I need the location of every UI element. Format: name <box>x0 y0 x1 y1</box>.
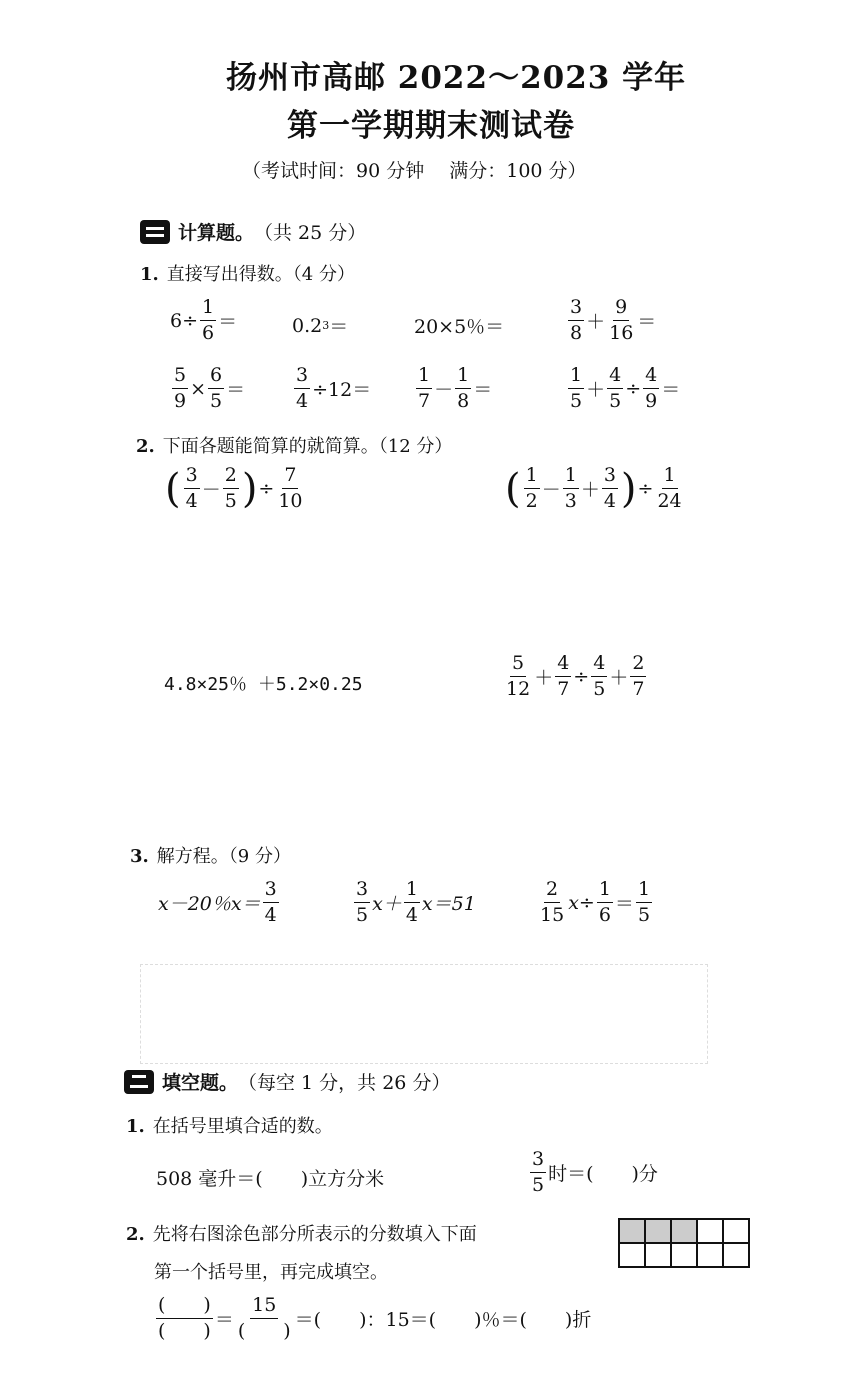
expr-text: x＋ <box>372 893 402 915</box>
numerator: 9 <box>613 298 629 321</box>
numerator: 5 <box>172 366 188 389</box>
grid-cell <box>697 1219 723 1243</box>
grid-cell <box>619 1219 645 1243</box>
equation-3 <box>536 880 654 925</box>
question-text: 下面各题能简算的就简算。（12 分） <box>162 436 453 457</box>
fraction <box>655 466 683 511</box>
fraction <box>184 466 200 511</box>
denominator: 5 <box>637 904 651 926</box>
fill-blank-1b <box>528 1150 658 1195</box>
numerator: 7 <box>282 466 298 489</box>
fraction <box>276 466 304 511</box>
section1-score: （共 25 分） <box>254 222 367 244</box>
expr-text: ＝ <box>661 379 681 401</box>
numerator: 3 <box>602 466 618 489</box>
question-2-2-line2: 第一个括号里，再完成填空。 <box>154 1262 388 1283</box>
fraction <box>404 880 420 925</box>
numerator: 1 <box>662 466 678 489</box>
numerator: 6 <box>208 366 224 389</box>
expr-text: ＝ <box>218 311 238 333</box>
fraction <box>416 366 432 411</box>
denominator: 5 <box>593 678 606 700</box>
denominator: 4 <box>603 490 616 512</box>
numerator: 3 <box>263 880 279 903</box>
operator: ＋ <box>609 667 629 689</box>
expr-text: x＝51 <box>421 893 476 915</box>
fraction <box>294 366 310 411</box>
operator: ＋ <box>534 667 554 689</box>
exam-title-line1: 扬州市高邮 2022～2023 学年 <box>226 60 687 96</box>
fraction <box>263 880 279 925</box>
expr-text: 0.2 <box>292 314 323 337</box>
denominator: 16 <box>609 322 634 344</box>
numerator: 1 <box>455 366 471 389</box>
section2-heading <box>124 1068 450 1095</box>
numerator: 3 <box>354 880 370 903</box>
operator: ＝ <box>214 1309 234 1331</box>
operator: ÷ <box>258 477 275 500</box>
numerator: 1 <box>568 366 584 389</box>
fraction <box>555 654 571 699</box>
numerator: 4 <box>555 654 571 677</box>
fraction <box>607 298 635 343</box>
calc-2a <box>170 366 245 411</box>
grid-cell <box>697 1243 723 1267</box>
numerator: 1 <box>563 466 579 489</box>
denominator: 5 <box>210 390 223 412</box>
numerator: 2 <box>544 880 560 903</box>
numerator: 1 <box>404 880 420 903</box>
denominator-blank[interactable]: ( ) <box>158 1320 211 1342</box>
expr-text: ＝ <box>473 379 493 401</box>
left-paren: ( <box>505 465 521 512</box>
denominator: 4 <box>405 904 418 926</box>
question-text: 在括号里填合适的数。 <box>152 1116 333 1137</box>
fraction <box>538 880 566 925</box>
fraction <box>591 654 607 699</box>
denominator: 7 <box>557 678 570 700</box>
simplify-expr-2 <box>504 466 686 511</box>
numerator: 3 <box>184 466 200 489</box>
denominator-blank[interactable]: ( ) <box>237 1320 291 1342</box>
denominator: 4 <box>264 904 277 926</box>
section-one-icon <box>140 220 170 244</box>
section-two-icon <box>124 1070 154 1094</box>
question-text-line1: 先将右图涂色部分所表示的分数填入下面 <box>152 1224 477 1245</box>
shaded-grid-figure <box>618 1218 750 1268</box>
simplify-expr-1 <box>164 466 307 511</box>
fraction <box>504 654 532 699</box>
operator: － <box>541 479 561 501</box>
grid-cell <box>619 1243 645 1267</box>
expr-text: ＝ <box>637 311 657 333</box>
fill-blank-1a: 508 毫升＝( )立方分米 <box>156 1168 385 1190</box>
numerator: 1 <box>416 366 432 389</box>
numerator: 1 <box>597 880 613 903</box>
fraction <box>568 366 584 411</box>
fraction <box>223 466 239 511</box>
simplify-expr-3: 4.8×25％ ＋5.2×0.25 <box>164 674 363 695</box>
operator: － <box>201 479 221 501</box>
grid-cell <box>645 1219 671 1243</box>
grid-cell <box>645 1243 671 1267</box>
exponent: 3 <box>322 319 330 332</box>
denominator: 8 <box>457 390 470 412</box>
question-text: 直接写出得数。（4 分） <box>166 264 355 285</box>
denominator: 4 <box>185 490 198 512</box>
expr-text: ÷12＝ <box>312 379 372 401</box>
numerator: 3 <box>294 366 310 389</box>
grid-cell <box>723 1219 749 1243</box>
denominator: 5 <box>356 904 369 926</box>
expr-text: x÷ <box>568 891 595 914</box>
numerator: 1 <box>200 298 216 321</box>
denominator: 5 <box>609 390 622 412</box>
fraction <box>455 366 471 411</box>
numerator: 1 <box>636 880 652 903</box>
fraction <box>568 298 584 343</box>
expr-text: 时＝( )分 <box>548 1163 658 1185</box>
numerator: 4 <box>643 366 659 389</box>
calc-2d <box>566 366 680 411</box>
exam-title-line2: 第一学期期末测试卷 <box>287 108 575 144</box>
fraction <box>630 654 646 699</box>
numerator: 5 <box>510 654 526 677</box>
fraction <box>156 1296 213 1341</box>
calc-1b <box>292 312 348 339</box>
section1-heading <box>140 218 366 245</box>
operator: ＋ <box>586 311 606 333</box>
fraction <box>607 366 623 411</box>
question-1-2 <box>136 432 452 458</box>
calc-1a <box>170 298 237 343</box>
right-paren: ) <box>241 465 258 512</box>
fraction <box>200 298 216 343</box>
expr-text: x－20％x＝ <box>158 893 261 915</box>
calc-2b <box>292 366 371 411</box>
denominator: 12 <box>506 678 531 700</box>
denominator: 5 <box>570 390 583 412</box>
numerator: 1 <box>524 466 540 489</box>
fraction <box>236 1296 293 1341</box>
denominator: 6 <box>202 322 215 344</box>
fraction <box>208 366 224 411</box>
fraction <box>354 880 370 925</box>
question-text: 解方程。（9 分） <box>156 846 291 867</box>
fraction <box>172 366 188 411</box>
expr-text: ＝ <box>329 316 349 338</box>
section2-title: 填空题。 <box>162 1072 239 1094</box>
denominator: 5 <box>224 490 237 512</box>
fraction <box>602 466 618 511</box>
question-1-3 <box>130 842 291 868</box>
calc-2c <box>414 366 492 411</box>
expr-text: ＝( )：15＝( )％＝( )折 <box>294 1309 592 1331</box>
fraction <box>597 880 613 925</box>
numerator: 2 <box>630 654 646 677</box>
operator: × <box>190 377 207 400</box>
operator: ＋ <box>580 479 600 501</box>
fill-blank-2-chain <box>154 1296 591 1341</box>
grid-cell <box>723 1243 749 1267</box>
denominator: 15 <box>540 904 565 926</box>
question-number: 1. <box>126 1116 145 1137</box>
denominator: 3 <box>564 490 577 512</box>
question-number: 3. <box>130 846 149 867</box>
expr-text: ＝ <box>226 379 246 401</box>
question-number: 2. <box>136 436 155 457</box>
denominator: 7 <box>418 390 431 412</box>
numerator-blank[interactable]: ( ) <box>156 1296 213 1319</box>
question-number: 2. <box>126 1224 145 1245</box>
question-number: 1. <box>140 264 159 285</box>
section2-score: （每空 1 分，共 26 分） <box>238 1072 451 1094</box>
denominator: 8 <box>570 322 583 344</box>
fraction <box>524 466 540 511</box>
denominator: 5 <box>532 1174 545 1196</box>
numerator: 4 <box>591 654 607 677</box>
denominator: 10 <box>278 490 303 512</box>
grid-cell <box>671 1219 697 1243</box>
grid-cell <box>671 1243 697 1267</box>
denominator: 7 <box>632 678 645 700</box>
fraction <box>636 880 652 925</box>
numerator: 4 <box>607 366 623 389</box>
equation-1 <box>158 880 281 925</box>
calc-1c: 20×5％＝ <box>414 316 505 338</box>
section1-title: 计算题。 <box>178 222 255 244</box>
fraction <box>563 466 579 511</box>
denominator: 4 <box>296 390 309 412</box>
operator: ÷ <box>637 477 654 500</box>
simplify-expr-4 <box>502 654 648 699</box>
numerator: 2 <box>223 466 239 489</box>
fraction <box>530 1150 546 1195</box>
expr-text: 6÷ <box>170 309 199 332</box>
numerator: 3 <box>530 1150 546 1173</box>
denominator: 24 <box>657 490 682 512</box>
question-2-1 <box>126 1112 333 1138</box>
expr-text: ＝ <box>614 893 634 915</box>
question-2-2 <box>126 1220 477 1246</box>
denominator: 2 <box>525 490 538 512</box>
right-paren: ) <box>620 465 637 512</box>
numerator: 15 <box>250 1296 278 1319</box>
operator: ÷ <box>625 377 642 400</box>
operator: － <box>434 379 454 401</box>
fraction <box>643 366 659 411</box>
denominator: 9 <box>174 390 187 412</box>
calc-1d <box>566 298 656 343</box>
equation-2 <box>352 880 476 925</box>
numerator: 3 <box>568 298 584 321</box>
left-paren: ( <box>165 465 181 512</box>
question-1-1 <box>140 260 355 286</box>
denominator: 6 <box>598 904 611 926</box>
operator: ÷ <box>573 665 590 688</box>
operator: ＋ <box>586 379 606 401</box>
exam-subtitle: （考试时间：90 分钟 满分：100 分） <box>242 160 587 182</box>
scan-bleed-box <box>140 964 708 1064</box>
denominator: 9 <box>645 390 658 412</box>
